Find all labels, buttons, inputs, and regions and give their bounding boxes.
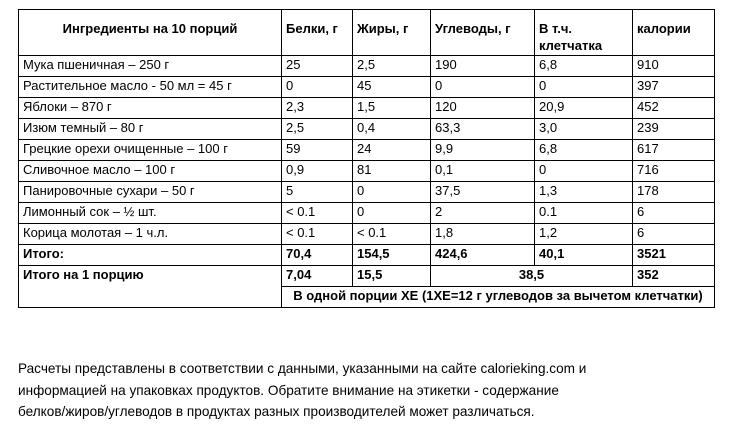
fiber-cell: 1,3 — [535, 182, 633, 203]
per-portion-row — [19, 266, 715, 287]
fat-cell: 1,5 — [353, 98, 431, 119]
per-portion-calories: 352 — [633, 266, 715, 287]
table-row — [19, 98, 715, 119]
fiber-cell: 1,2 — [535, 224, 633, 245]
total-label: Итого: — [19, 245, 282, 266]
protein-cell: 25 — [282, 56, 353, 77]
ingredient-name: Мука пшеничная – 250 г — [19, 56, 282, 77]
header-carbs: Углеводы, г — [431, 10, 535, 56]
fiber-cell: 3,0 — [535, 119, 633, 140]
protein-cell: 2,3 — [282, 98, 353, 119]
footer-line: информацией на упаковках продуктов. Обратите внимание на этикетки - содержание — [18, 382, 559, 398]
total-fat: 154,5 — [353, 245, 431, 266]
carbs-cell: 190 — [431, 56, 535, 77]
total-protein: 70,4 — [282, 245, 353, 266]
table-row — [19, 161, 715, 182]
protein-cell: 5 — [282, 182, 353, 203]
table-row — [19, 56, 715, 77]
table-row — [19, 77, 715, 98]
total-carbs: 424,6 — [431, 245, 535, 266]
header-protein: Белки, г — [282, 10, 353, 56]
calories-cell: 6 — [633, 203, 715, 224]
fat-cell: 81 — [353, 161, 431, 182]
carbs-cell: 120 — [431, 98, 535, 119]
fat-cell: 0,4 — [353, 119, 431, 140]
protein-cell: < 0.1 — [282, 224, 353, 245]
calories-cell: 397 — [633, 77, 715, 98]
per-portion-fat: 15,5 — [353, 266, 431, 287]
calories-cell: 716 — [633, 161, 715, 182]
protein-cell: < 0.1 — [282, 203, 353, 224]
calories-cell: 6 — [633, 224, 715, 245]
ingredient-name: Растительное масло - 50 мл = 45 г — [19, 77, 282, 98]
carbs-cell: 9,9 — [431, 140, 535, 161]
ingredient-name: Сливочное масло – 100 г — [19, 161, 282, 182]
ingredient-name: Лимонный сок – ½ шт. — [19, 203, 282, 224]
carbs-cell: 37,5 — [431, 182, 535, 203]
fiber-cell: 0.1 — [535, 203, 633, 224]
fiber-cell: 6,8 — [535, 140, 633, 161]
fiber-cell: 20,9 — [535, 98, 633, 119]
calories-cell: 239 — [633, 119, 715, 140]
total-calories: 3521 — [633, 245, 715, 266]
carbs-cell: 1,8 — [431, 224, 535, 245]
fat-cell: 2,5 — [353, 56, 431, 77]
fiber-cell: 0 — [535, 161, 633, 182]
table-row — [19, 182, 715, 203]
footer-line: Расчеты представлены в соответствии с данными, указанными на сайте calorieking.com и — [18, 361, 587, 376]
calories-cell: 452 — [633, 98, 715, 119]
footer-note — [18, 358, 718, 423]
ingredient-name: Грецкие орехи очищенные – 100 г — [19, 140, 282, 161]
header-calories: калории — [633, 10, 715, 56]
ingredient-name: Корица молотая – 1 ч.л. — [19, 224, 282, 245]
header-ingredients: Ингредиенты на 10 порций — [19, 10, 282, 56]
fat-cell: 0 — [353, 203, 431, 224]
total-row — [19, 245, 715, 266]
ingredient-name: Яблоки – 870 г — [19, 98, 282, 119]
header-fiber: В т.ч. клетчатка — [535, 10, 633, 56]
total-fiber: 40,1 — [535, 245, 633, 266]
carbs-cell: 0 — [431, 77, 535, 98]
per-portion-net-carbs: 38,5 — [431, 266, 633, 287]
protein-cell: 0,9 — [282, 161, 353, 182]
fiber-cell: 6,8 — [535, 56, 633, 77]
footer-line: белков/жиров/углеводов в продуктах разных производителей может различаться. — [18, 404, 535, 419]
fat-cell: < 0.1 — [353, 224, 431, 245]
fat-cell: 45 — [353, 77, 431, 98]
header-row — [19, 10, 715, 56]
carbs-cell: 63,3 — [431, 119, 535, 140]
carbs-cell: 0,1 — [431, 161, 535, 182]
per-portion-label: Итого на 1 порцию — [19, 266, 282, 308]
table-row — [19, 119, 715, 140]
table-row — [19, 203, 715, 224]
table-row — [19, 224, 715, 245]
carbs-cell: 2 — [431, 203, 535, 224]
xe-note: В одной порции ХЕ (1ХЕ=12 г углеводов за вычетом клетчатки) — [282, 287, 715, 308]
nutrition-table — [18, 9, 715, 308]
calories-cell: 617 — [633, 140, 715, 161]
protein-cell: 59 — [282, 140, 353, 161]
table-row — [19, 140, 715, 161]
ingredient-name: Панировочные сухари – 50 г — [19, 182, 282, 203]
ingredient-name: Изюм темный – 80 г — [19, 119, 282, 140]
protein-cell: 0 — [282, 77, 353, 98]
calories-cell: 910 — [633, 56, 715, 77]
protein-cell: 2,5 — [282, 119, 353, 140]
fat-cell: 24 — [353, 140, 431, 161]
calories-cell: 178 — [633, 182, 715, 203]
fat-cell: 0 — [353, 182, 431, 203]
per-portion-protein: 7,04 — [282, 266, 353, 287]
header-fat: Жиры, г — [353, 10, 431, 56]
fiber-cell: 0 — [535, 77, 633, 98]
